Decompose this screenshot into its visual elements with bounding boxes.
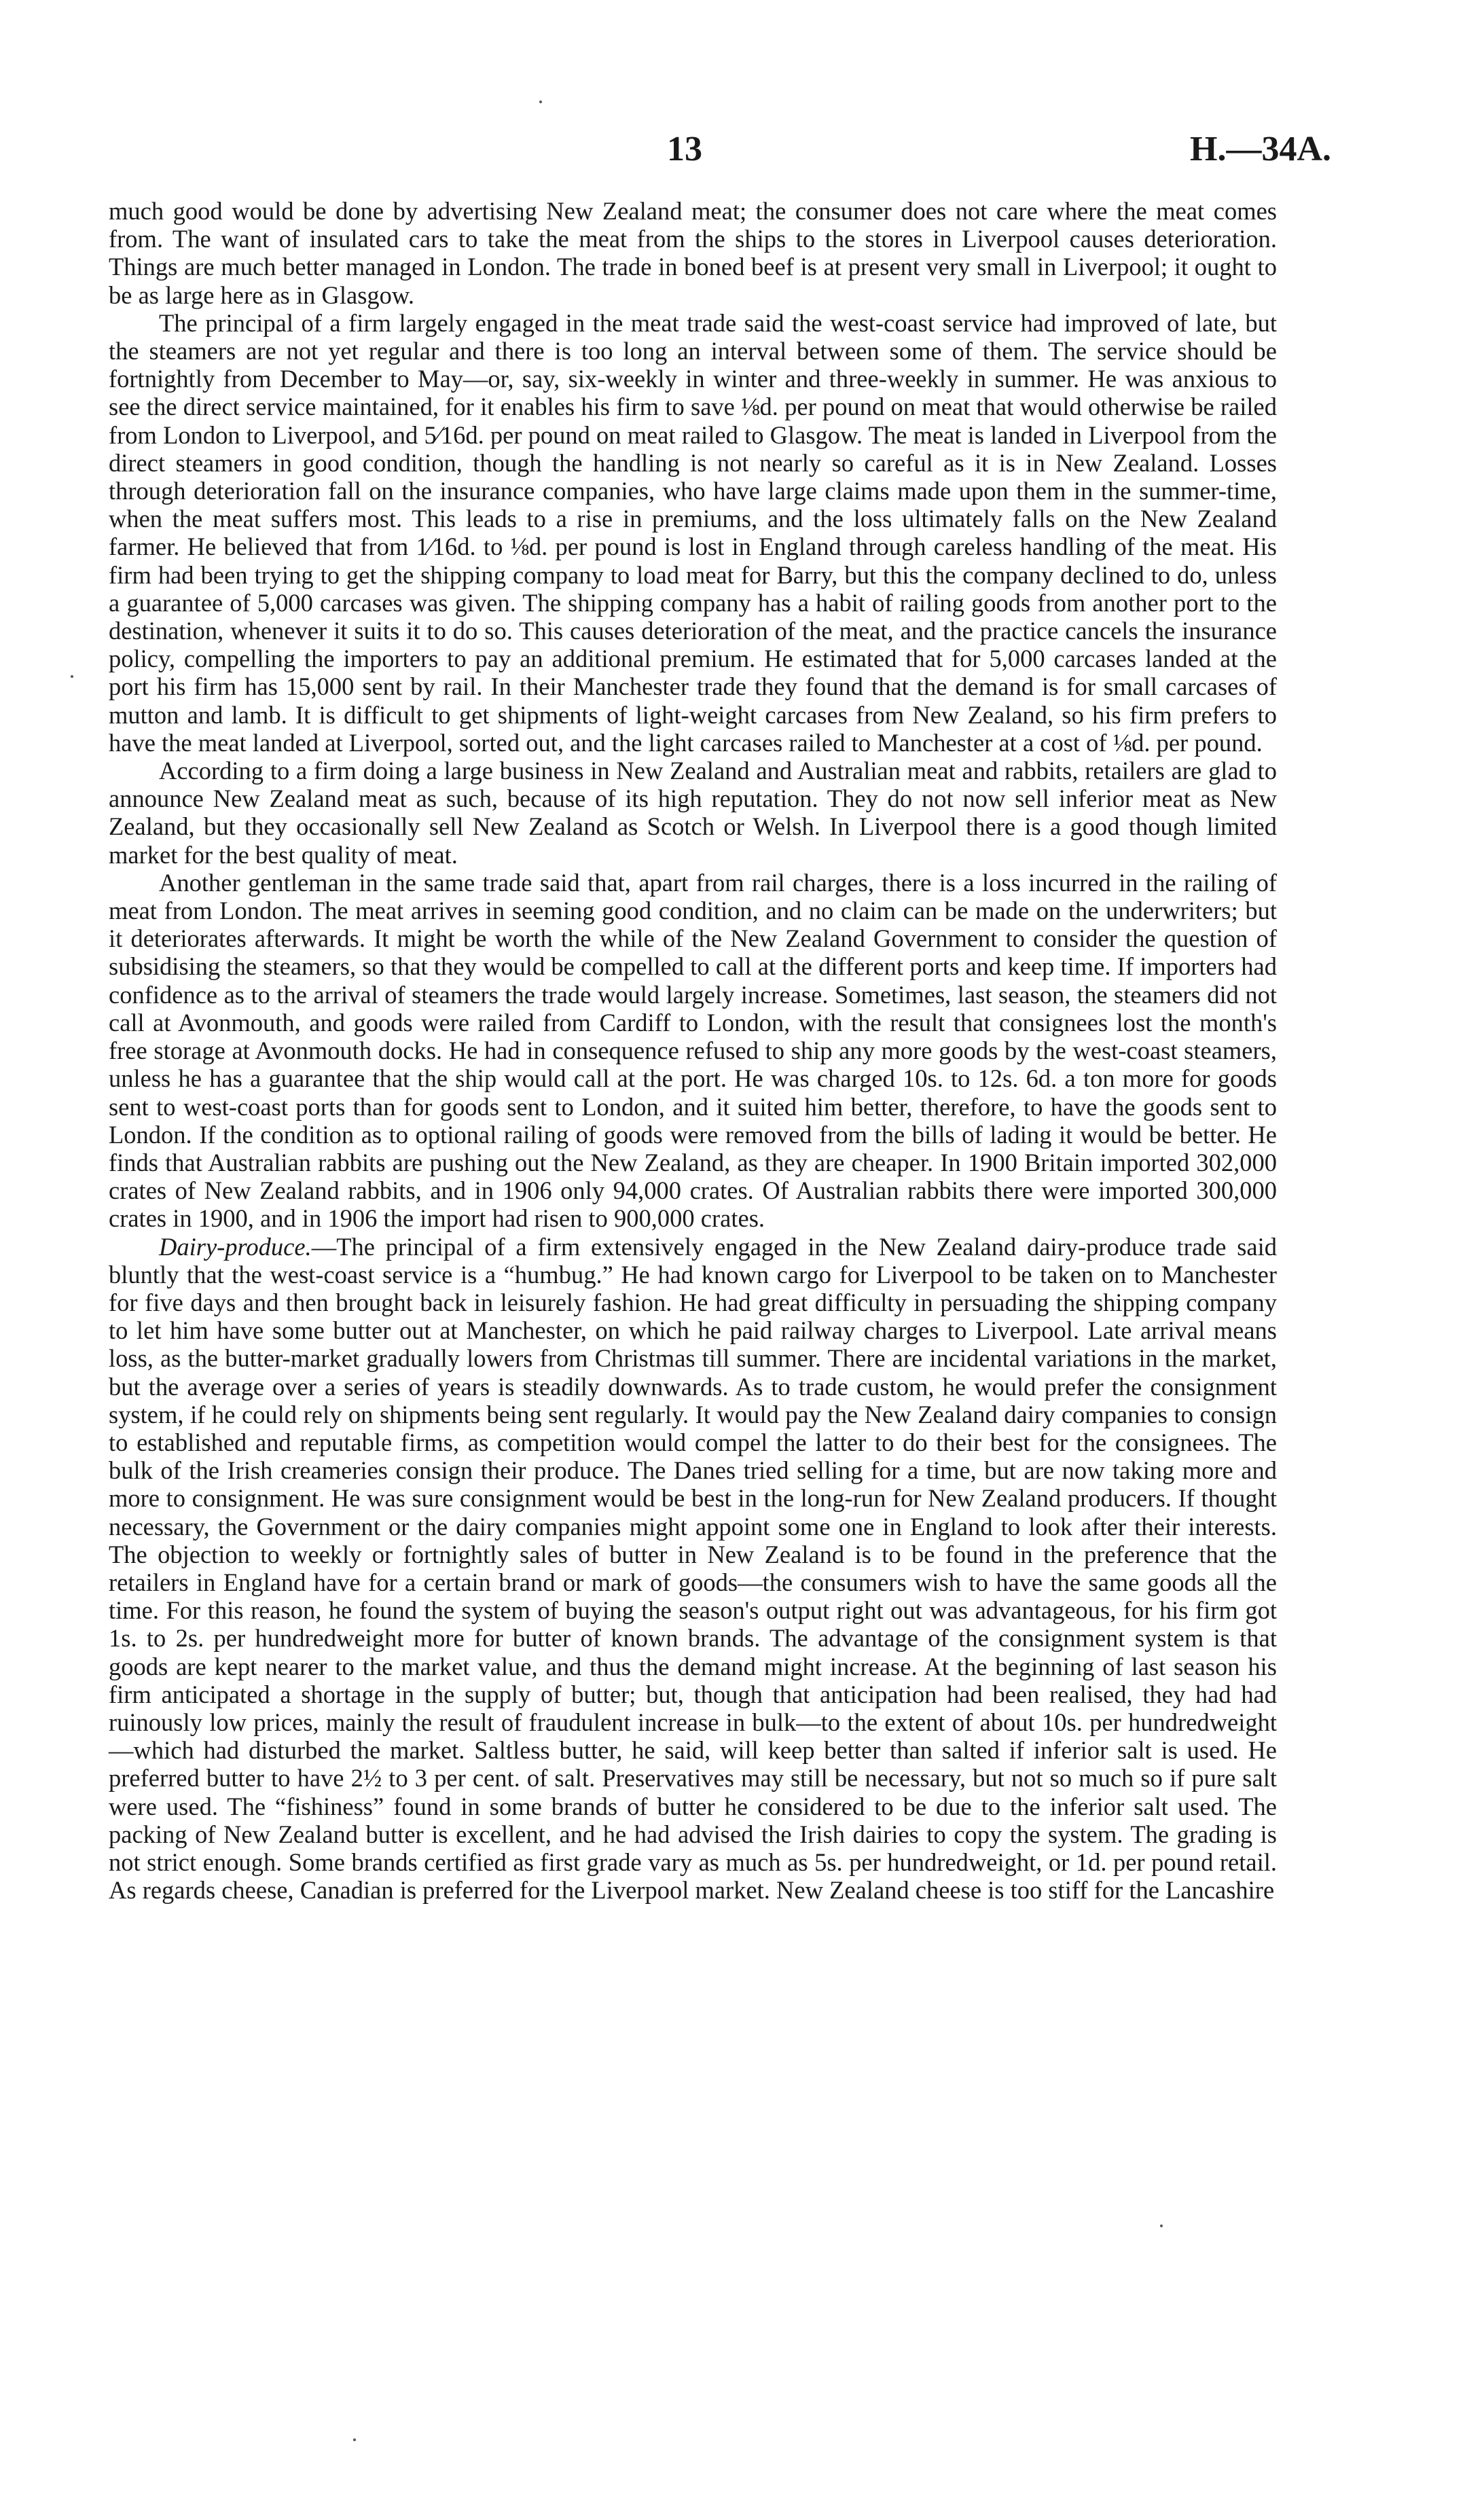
paragraph: Another gentleman in the same trade said that, apart from rail charges, there is a loss incurred in the railing of meat from London. The meat arrives in seeming good condition, and no claim can be made on the underwriters; but it deteriorates afterwards. It might be worth the while of the New Zealand Government to consider the question of subsidising the steamers, so that they would be compelled to call at the different ports and keep time. If importers had confidence as to the arrival of steamers the trade would largely increase. Sometimes, last season, the steamers did not call at Avonmouth, and goods were railed from Cardiff to London, with the result that consignees lost the month's free storage at Avonmouth docks. He had in consequence refused to ship any more goods by the west-coast steamers, unless he has a guarantee that the ship would call at the port. He was charged 10s. to 12s. 6d. a ton more for goods sent to west-coast ports than for goods sent to London, and it suited him better, therefore, to have the goods sent to London. If the condition as to optional railing of goods were removed from the bills of lading it would be better. He finds that Australian rabbits are pushing out the New Zealand, as they are cheaper. In 1900 Britain imported 302,000 crates of New Zealand rabbits, and in 1906 only 94,000 crates. Of Australian rabbits there were imported 300,000 crates in 1900, and in 1906 the import had risen to 900,000 crates. xyxy=(109,868,1277,1233)
print-speck xyxy=(71,675,73,678)
print-speck xyxy=(539,101,542,103)
page-header xyxy=(0,129,1484,177)
print-speck xyxy=(353,2438,356,2441)
body-text xyxy=(109,197,1277,1904)
paragraph: much good would be done by advertising New Zealand meat; the consumer does not care where the meat comes from. The want of insulated cars to take the meat from the ships to the stores in Liverpool causes deterioration. Things are much better managed in London. The trade in boned beef is at present very small in Liverpool; it ought to be as large here as in Glasgow. xyxy=(109,197,1277,309)
paragraph-dairy-produce: Dairy-produce.—The principal of a firm extensively engaged in the New Zealand dairy-produce trade said bluntly that the west-coast service is a “humbug.” He had known cargo for Liverpool to be taken on to Manchester for five days and then brought back in leisurely fashion. He had great difficulty in persuading the shipping company to let him have some butter out at Manchester, on which he paid railway charges to Liverpool. Late arrival means loss, as the butter-market gradually lowers from Christmas till summer. There are incidental variations in the market, but the average over a series of years is steadily downwards. As to trade custom, he would prefer the consignment system, if he could rely on shipments being sent regularly. It would pay the New Zealand dairy companies to consign to established and reputable firms, as competition would compel the latter to do their best for the consignees. The bulk of the Irish creameries consign their produce. The Danes tried selling for a time, but are now taking more and more to consignment. He was sure consignment would be best in the long-run for New Zealand producers. If thought necessary, the Government or the dairy companies might appoint some one in England to look after their interests. The objection to weekly or fortnightly sales of butter in New Zealand is to be found in the preference that the retailers in England have for a certain brand or mark of goods—the consumers wish to have the same goods all the time. For this reason, he found the system of buying the season's output right out was advantageous, for his firm got 1s. to 2s. per hundredweight more for butter of known brands. The advantage of the consignment system is that goods are kept nearer to the market value, and thus the demand might increase. At the beginning of last season his firm anticipated a shortage in the supply of butter; but, though that anticipation had been realised, they had had ruinously low prices, mainly the result of fraudulent increase in bulk—to the extent of about 10s. per hundredweight—which had disturbed the market. Saltless butter, he said, will keep better than salted if inferior salt is used. He preferred butter to have 2½ to 3 per cent. of salt. Preservatives may still be necessary, but not so much so if pure salt were used. The “fishiness” found in some brands of butter he considered to be due to the inferior salt used. The packing of New Zealand butter is excellent, and he had advised the Irish dairies to copy the system. The grading is not strict enough. Some brands certified as first grade vary as much as 5s. per hundredweight, or 1d. per pound retail. As regards cheese, Canadian is preferred for the Liverpool market. New Zealand cheese is too stiff for the Lancashire xyxy=(109,1232,1277,1905)
section-heading-dairy-produce: Dairy-produce. xyxy=(159,1232,312,1261)
paragraph: According to a firm doing a large business in New Zealand and Australian meat and rabbits, retailers are glad to announce New Zealand meat as such, because of its high reputation. They do not now sell inferior meat as New Zealand, but they occasionally sell New Zealand as Scotch or Welsh. In Liverpool there is a good though limited market for the best quality of meat. xyxy=(109,757,1277,869)
print-speck xyxy=(1160,2225,1163,2227)
paragraph: The principal of a firm largely engaged in the meat trade said the west-coast service had improved of late, but the steamers are not yet regular and there is too long an interval between some of them. The service should be fortnightly from December to May—or, say, six-weekly in winter and three-weekly in summer. He was anxious to see the direct service maintained, for it enables his firm to save ⅛d. per pound on meat that would otherwise be railed from London to Liverpool, and 5⁄16d. per pound on meat railed to Glasgow. The meat is landed in Liverpool from the direct steamers in good condition, though the handling is not nearly so careful as it is in New Zealand. Losses through deterioration fall on the insurance companies, who have large claims made upon them in the summer-time, when the meat suffers most. This leads to a rise in premiums, and the loss ultimately falls on the New Zealand farmer. He believed that from 1⁄16d. to ⅛d. per pound is lost in England through careless handling of the meat. His firm had been trying to get the shipping company to load meat for Barry, but this the company declined to do, unless a guarantee of 5,000 carcases was given. The shipping company has a habit of railing goods from another port to the destination, whenever it suits it to do so. This causes deterioration of the meat, and the practice cancels the insurance policy, compelling the importers to pay an additional premium. He estimated that for 5,000 carcases landed at the port his firm has 15,000 sent by rail. In their Manchester trade they found that the demand is for small carcases of mutton and lamb. It is difficult to get shipments of light-weight carcases from New Zealand, so his firm prefers to have the meat landed at Liverpool, sorted out, and the light carcases railed to Manchester at a cost of ⅛d. per pound. xyxy=(109,308,1277,757)
document-reference: H.—34A. xyxy=(1190,130,1331,168)
page-number: 13 xyxy=(667,130,702,168)
